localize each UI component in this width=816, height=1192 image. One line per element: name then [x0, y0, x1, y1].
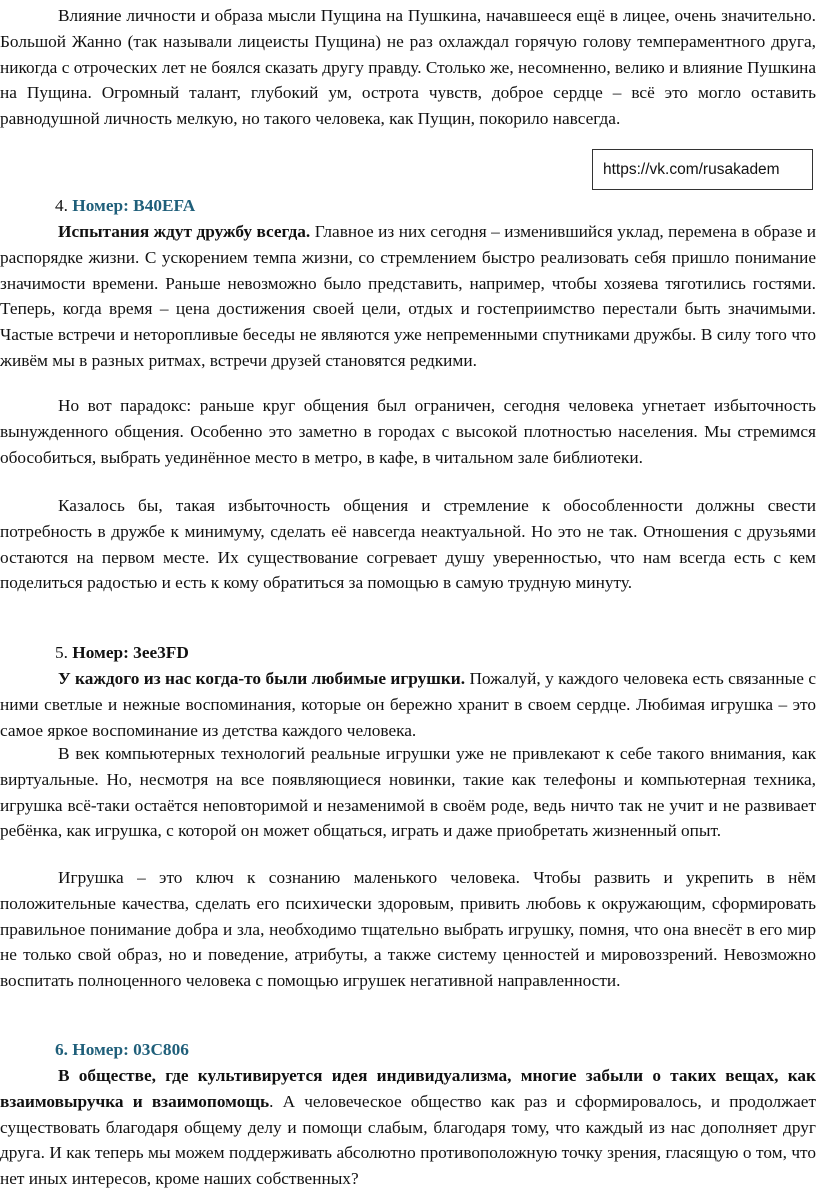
intro-paragraph: Влияние личности и образа мысли Пущина на Пушкина, начавшееся ещё в лицее, очень значительно. Большой Жанно (так называли лицеисты Пущина) не раз охлаждал горячую голову темпераментного друга, никогда с отроческих лет не боялся сказать другу правду. Столько же, несомненно, велико и влияние Пушкина на Пущина. Огромный талант, глубокий ум, острота чувств, доброе сердце – всё это могло оставить равнодушной личность мелкую, но такого человека, как Пущин, покорило навсегда.	[0, 6, 816, 129]
section-5-lead-rest: Пожалуй, у каждого человека есть связанные с ними светлые и нежные воспоминания, которые он бережно хранит в своем сердце. Любимая игрушка – это самое яркое воспоминание из детства каждого человека.	[0, 669, 816, 740]
section-6-lead-rest: . А человеческое общество как раз и сформировалось, и продолжает существовать благодаря общему делу и помощи слабым, благодаря тому, что каждый из нас дополняет друг друга. И как теперь мы можем поддерживать абсолютно противоположную точку зрения, гласящую о том, что нет иных интересов, кроме наших собственных?	[0, 1091, 816, 1189]
section-4-heading	[55, 193, 195, 219]
section-6-lead: В обществе, где культивируется идея индивидуализма, многие забыли о таких вещах, как взаимовыручка и взаимопомощь	[0, 1066, 816, 1111]
vk-link[interactable]: https://vk.com/rusakadem	[592, 149, 813, 190]
section-5-label: Номер: 3ee3FD	[72, 643, 189, 662]
section-5-number: 5.	[55, 643, 68, 662]
section-5-heading	[55, 640, 189, 666]
section-5-paragraph-1	[0, 666, 816, 743]
section-5-paragraph-3: Игрушка – это ключ к сознанию маленького человека. Чтобы развить и укрепить в нём положительные качества, сделать его психически здоровым, привить любовь к окружающим, сформировать правильное понимание добра и зла, необходимо тщательно выбрать игрушку, помня, что она внесёт в его мир не только свой образ, но и поведение, атрибуты, а также систему ценностей и мировоззрений. Невозможно воспитать полноценного человека с помощью игрушек негативной направленности.	[0, 868, 816, 991]
section-4-lead-rest: Главное из них сегодня – изменившийся уклад, перемена в образе и распорядке жизни. С ускорением темпа жизни, со стремлением быстро реализовать себя пришло понимание значимости времени. Раньше невозможно было представить, например, чтобы хозяева тяготились гостями. Теперь, когда время – цена достижения своей цели, отдых и гостеприимство перестали быть значимыми. Частые встречи и неторопливые беседы не являются уже непременными спутниками дружбы. В силу того что живём мы в разных ритмах, встречи друзей становятся редкими.	[0, 222, 816, 370]
section-4-number: 4.	[55, 196, 68, 215]
section-6-paragraph-1	[0, 1063, 816, 1192]
section-4-paragraph-3: Казалось бы, такая избыточность общения и стремление к обособленности должны свести потребность в дружбе к минимуму, сделать её навсегда неактуальной. Но это не так. Отношения с друзьями остаются на первом месте. Их существование согревает душу уверенностью, что нам всегда есть с кем поделиться радостью и есть к кому обратиться за помощью в самую трудную минуту.	[0, 496, 816, 593]
section-4-paragraph-2: Но вот парадокс: раньше круг общения был ограничен, сегодня человека угнетает избыточность вынужденного общения. Особенно это заметно в городах с высокой плотностью населения. Мы стремимся обособиться, выбрать уединённое место в метро, в кафе, в читальном зале библиотеки.	[0, 396, 816, 467]
section-4-label: Номер: B40EFA	[72, 196, 196, 215]
section-4-lead: Испытания ждут дружбу всегда.	[58, 222, 311, 241]
section-4-paragraph-1	[0, 219, 816, 374]
section-5-paragraph-2: В век компьютерных технологий реальные игрушки уже не привлекают к себе такого внимания, как виртуальные. Но, несмотря на все появляющиеся новинки, такие как телефоны и компьютерная техника, игрушка всё-таки остаётся неповторимой и незаменимой в своём роде, ведь ничто так не учит и не развивает ребёнка, как игрушка, с которой он может общаться, играть и даже приобретать жизненный опыт.	[0, 744, 816, 841]
section-6-heading: 6. Номер: 03C806	[55, 1040, 189, 1059]
section-5-lead: У каждого из нас когда-то были любимые игрушки.	[58, 669, 466, 688]
